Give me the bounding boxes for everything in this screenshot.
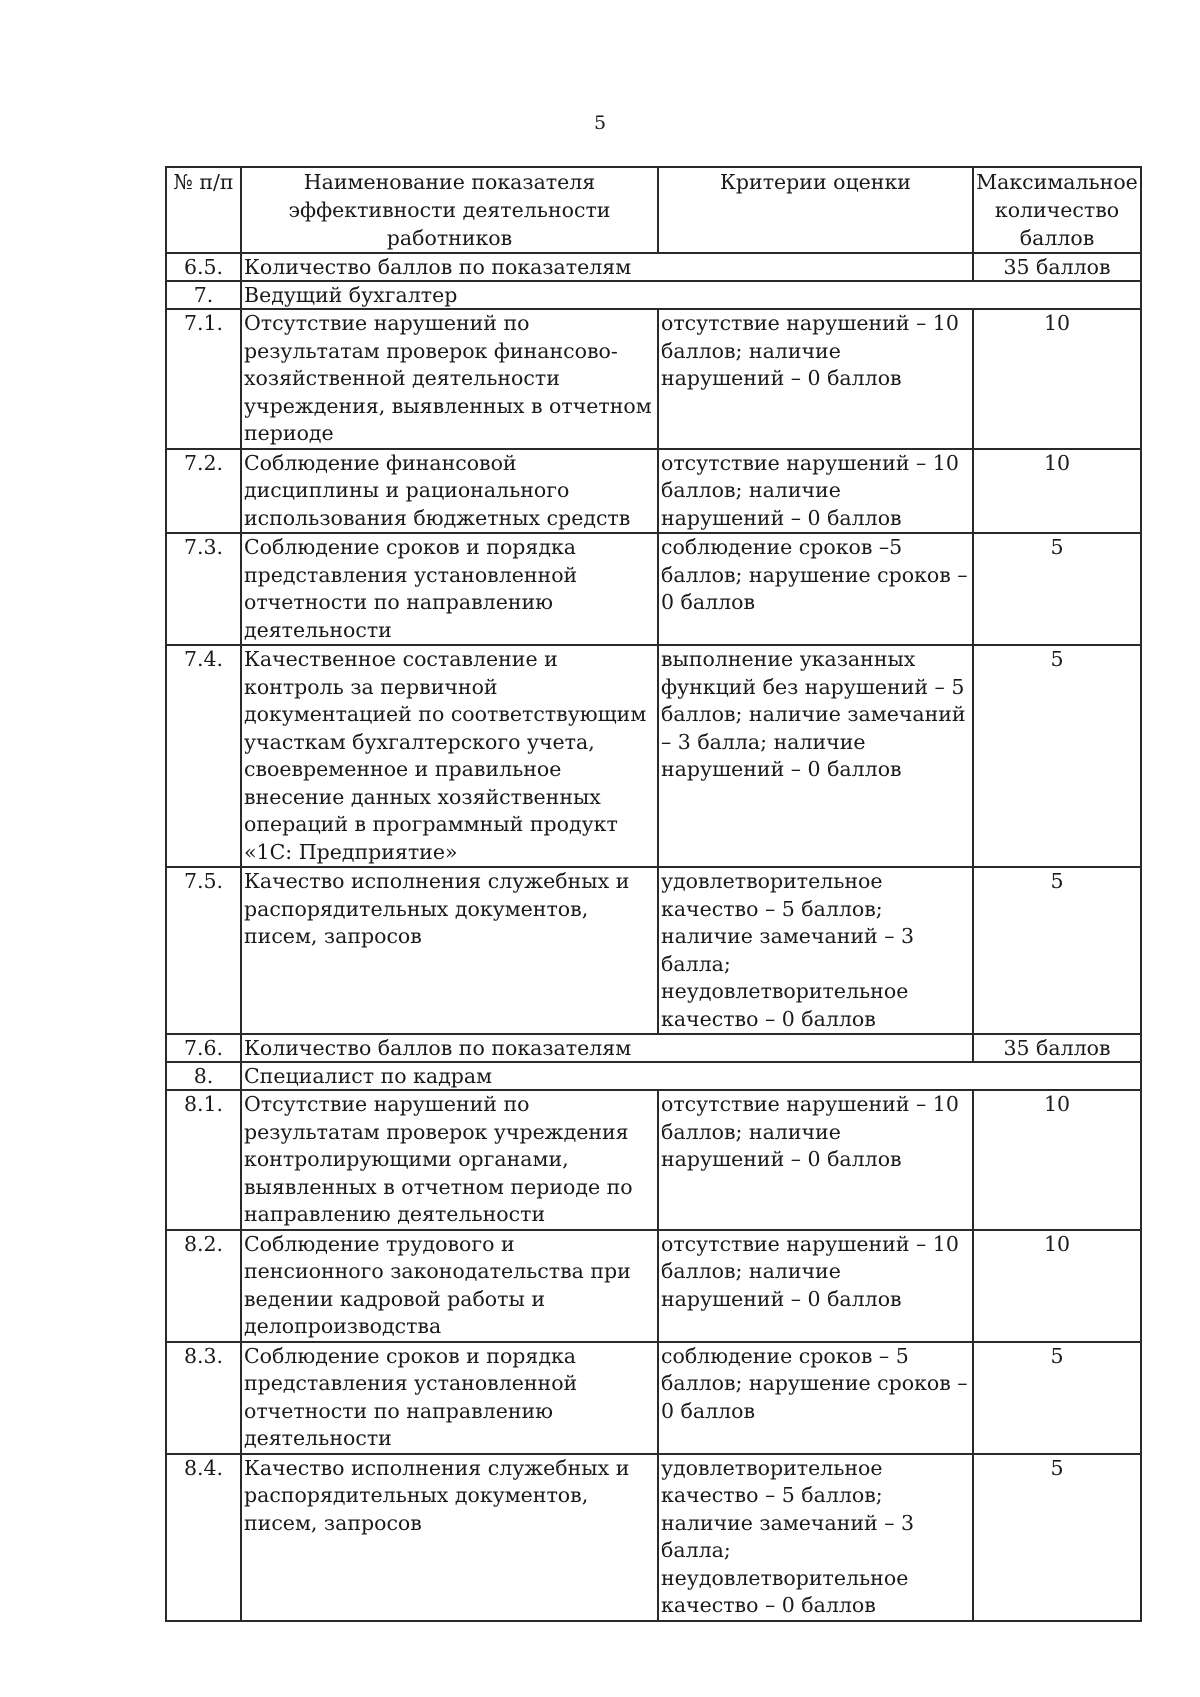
criteria-cell: отсутствие нарушений – 10 баллов; наличие нарушений – 0 баллов	[658, 449, 973, 534]
header-indicator: Наименование показателя эффективности деятельности работников	[241, 167, 658, 253]
section-title: Ведущий бухгалтер	[241, 281, 1141, 309]
table-body	[166, 253, 1141, 1621]
total-row	[166, 253, 1141, 281]
indicator-cell: Соблюдение трудового и пенсионного законодательства при ведении кадровой работы и делопроизводства	[241, 1230, 658, 1342]
indicator-cell: Качество исполнения служебных и распорядительных документов, писем, запросов	[241, 1454, 658, 1621]
total-label: Количество баллов по показателям	[241, 1034, 973, 1062]
criteria-cell: удовлетворительное качество – 5 баллов; наличие замечаний – 3 балла; неудовлетворительное качество – 0 баллов	[658, 867, 973, 1034]
row-num: 6.5.	[166, 253, 241, 281]
criteria-cell: отсутствие нарушений – 10 баллов; наличие нарушений – 0 баллов	[658, 309, 973, 449]
indicator-cell: Качество исполнения служебных и распорядительных документов, писем, запросов	[241, 867, 658, 1034]
criteria-cell: удовлетворительное качество – 5 баллов; наличие замечаний – 3 балла; неудовлетворительное качество – 0 баллов	[658, 1454, 973, 1621]
criteria-cell: отсутствие нарушений – 10 баллов; наличие нарушений – 0 баллов	[658, 1090, 973, 1230]
total-label: Количество баллов по показателям	[241, 253, 973, 281]
points-cell: 5	[973, 1342, 1141, 1454]
indicators-table	[165, 166, 1142, 1622]
indicator-cell: Отсутствие нарушений по результатам проверок учреждения контролирующими органами, выявленных в отчетном периоде по направлению деятельности	[241, 1090, 658, 1230]
indicator-cell: Соблюдение финансовой дисциплины и рационального использования бюджетных средств	[241, 449, 658, 534]
row-num: 7.6.	[166, 1034, 241, 1062]
points-cell: 10	[973, 309, 1141, 449]
header-num: № п/п	[166, 167, 241, 253]
points-cell: 10	[973, 1230, 1141, 1342]
points-cell: 5	[973, 867, 1141, 1034]
header-criteria: Критерии оценки	[658, 167, 973, 253]
table-row	[166, 1230, 1141, 1342]
row-num: 7.2.	[166, 449, 241, 534]
header-max-points: Максимальное количество баллов	[973, 167, 1141, 253]
table-row	[166, 309, 1141, 449]
points-cell: 5	[973, 533, 1141, 645]
row-num: 8.2.	[166, 1230, 241, 1342]
table-row	[166, 1090, 1141, 1230]
points-cell: 10	[973, 1090, 1141, 1230]
table-row	[166, 1454, 1141, 1621]
total-points: 35 баллов	[973, 1034, 1141, 1062]
row-num: 8.4.	[166, 1454, 241, 1621]
indicator-cell: Отсутствие нарушений по результатам проверок финансово-хозяйственной деятельности учреждения, выявленных в отчетном периоде	[241, 309, 658, 449]
row-num: 8.	[166, 1062, 241, 1090]
total-row	[166, 1034, 1141, 1062]
row-num: 8.1.	[166, 1090, 241, 1230]
points-cell: 5	[973, 645, 1141, 867]
row-num: 7.	[166, 281, 241, 309]
section-row	[166, 281, 1141, 309]
criteria-cell: выполнение указанных функций без нарушений – 5 баллов; наличие замечаний – 3 балла; наличие нарушений – 0 баллов	[658, 645, 973, 867]
indicator-cell: Соблюдение сроков и порядка представления установленной отчетности по направлению деятельности	[241, 533, 658, 645]
table-row	[166, 645, 1141, 867]
criteria-cell: соблюдение сроков –5 баллов; нарушение сроков – 0 баллов	[658, 533, 973, 645]
table-row	[166, 449, 1141, 534]
indicator-cell: Соблюдение сроков и порядка представления установленной отчетности по направлению деятельности	[241, 1342, 658, 1454]
criteria-cell: соблюдение сроков – 5 баллов; нарушение сроков – 0 баллов	[658, 1342, 973, 1454]
table-header-row	[166, 167, 1141, 253]
points-cell: 5	[973, 1454, 1141, 1621]
indicator-cell: Качественное составление и контроль за первичной документацией по соответствующим участкам бухгалтерского учета, своевременное и правильное внесение данных хозяйственных операций в программный продукт «1С: Предприятие»	[241, 645, 658, 867]
section-row	[166, 1062, 1141, 1090]
row-num: 8.3.	[166, 1342, 241, 1454]
total-points: 35 баллов	[973, 253, 1141, 281]
table-row	[166, 867, 1141, 1034]
row-num: 7.4.	[166, 645, 241, 867]
points-cell: 10	[973, 449, 1141, 534]
table-row	[166, 1342, 1141, 1454]
criteria-cell: отсутствие нарушений – 10 баллов; наличие нарушений – 0 баллов	[658, 1230, 973, 1342]
row-num: 7.3.	[166, 533, 241, 645]
section-title: Специалист по кадрам	[241, 1062, 1141, 1090]
row-num: 7.5.	[166, 867, 241, 1034]
table-row	[166, 533, 1141, 645]
row-num: 7.1.	[166, 309, 241, 449]
page-number: 5	[593, 112, 607, 134]
